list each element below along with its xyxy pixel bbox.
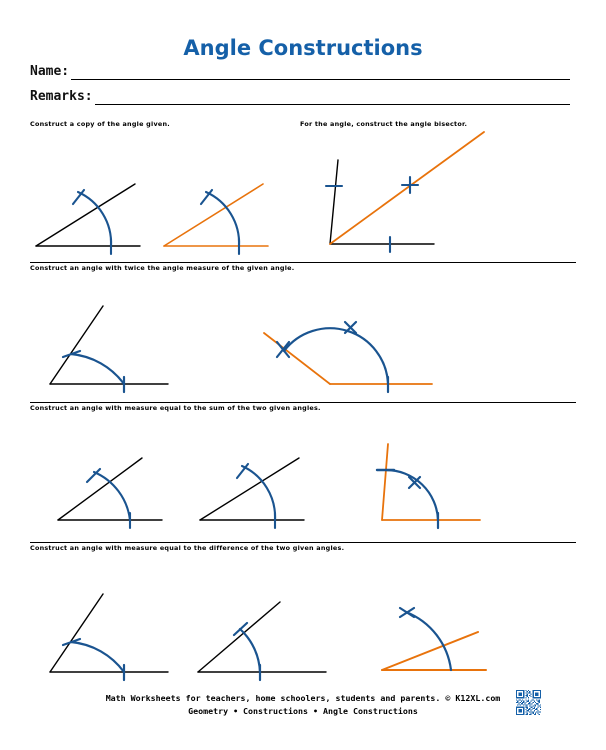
given-slanted-ray (36, 184, 135, 246)
answer-vertical-ray (382, 444, 388, 520)
footer-line-2: Geometry • Constructions • Angle Constructions (188, 706, 418, 716)
name-input-rule[interactable] (71, 65, 570, 80)
arc-tick-mark (87, 469, 100, 482)
footer-line-1: Math Worksheets for teachers, home schoolers, students and parents. © K12XL.com (105, 693, 501, 703)
construction-arc (206, 192, 239, 246)
construction-arc (406, 612, 451, 670)
problem-5-given-figure-2 (188, 588, 338, 684)
given-slanted-ray (200, 458, 299, 520)
construction-arc (94, 472, 130, 520)
given-slanted-ray (198, 602, 280, 672)
problem-5-divider (30, 542, 576, 543)
problem-4-divider (30, 402, 576, 403)
problem-4-prompt: Construct an angle with measure equal to the sum of the two given angles. (30, 404, 321, 412)
name-field-row (30, 64, 570, 80)
problem-1-prompt: Construct a copy of the angle given. (30, 120, 170, 128)
problem-5-prompt: Construct an angle with measure equal to the difference of the two given angles. (30, 544, 345, 552)
problem-1-answer-figure (156, 178, 276, 256)
problem-2-figure (316, 130, 496, 256)
remarks-label: Remarks: (30, 89, 93, 104)
construction-arc (242, 466, 275, 520)
remarks-field-row (30, 89, 570, 105)
answer-slanted-ray (382, 632, 478, 670)
problem-1-given-figure (28, 178, 148, 256)
construction-arc (71, 354, 124, 384)
problem-3-prompt: Construct an angle with twice the angle measure of the given angle. (30, 264, 295, 272)
given-slanted-ray (50, 306, 103, 384)
remarks-input-rule[interactable] (95, 90, 570, 105)
construction-arc (78, 192, 111, 246)
problem-2-prompt: For the angle, construct the angle bisector. (300, 120, 468, 128)
problem-4-given-figure-2 (192, 452, 312, 530)
given-slanted-ray (58, 458, 142, 520)
problem-3-given-figure (40, 300, 190, 396)
problem-3-answer-figure (250, 300, 450, 396)
construction-arc (240, 629, 260, 672)
problem-5-answer-figure (368, 586, 518, 682)
answer-slanted-ray (264, 333, 330, 384)
construction-arc (71, 642, 124, 672)
answer-slanted-ray (164, 184, 263, 246)
problem-5-given-figure-1 (40, 588, 190, 684)
construction-arc (284, 328, 388, 384)
given-slanted-ray (50, 594, 103, 672)
qr-code-icon[interactable] (516, 690, 541, 715)
bisector-ray (330, 132, 484, 244)
given-vertical-ray (330, 160, 338, 244)
problem-4-given-figure-1 (50, 452, 170, 530)
construction-arc (386, 470, 438, 520)
problem-3-divider (30, 262, 576, 263)
problem-4-answer-figure (358, 436, 498, 532)
name-label: Name: (30, 64, 70, 79)
page-title: Angle Constructions (183, 36, 423, 60)
